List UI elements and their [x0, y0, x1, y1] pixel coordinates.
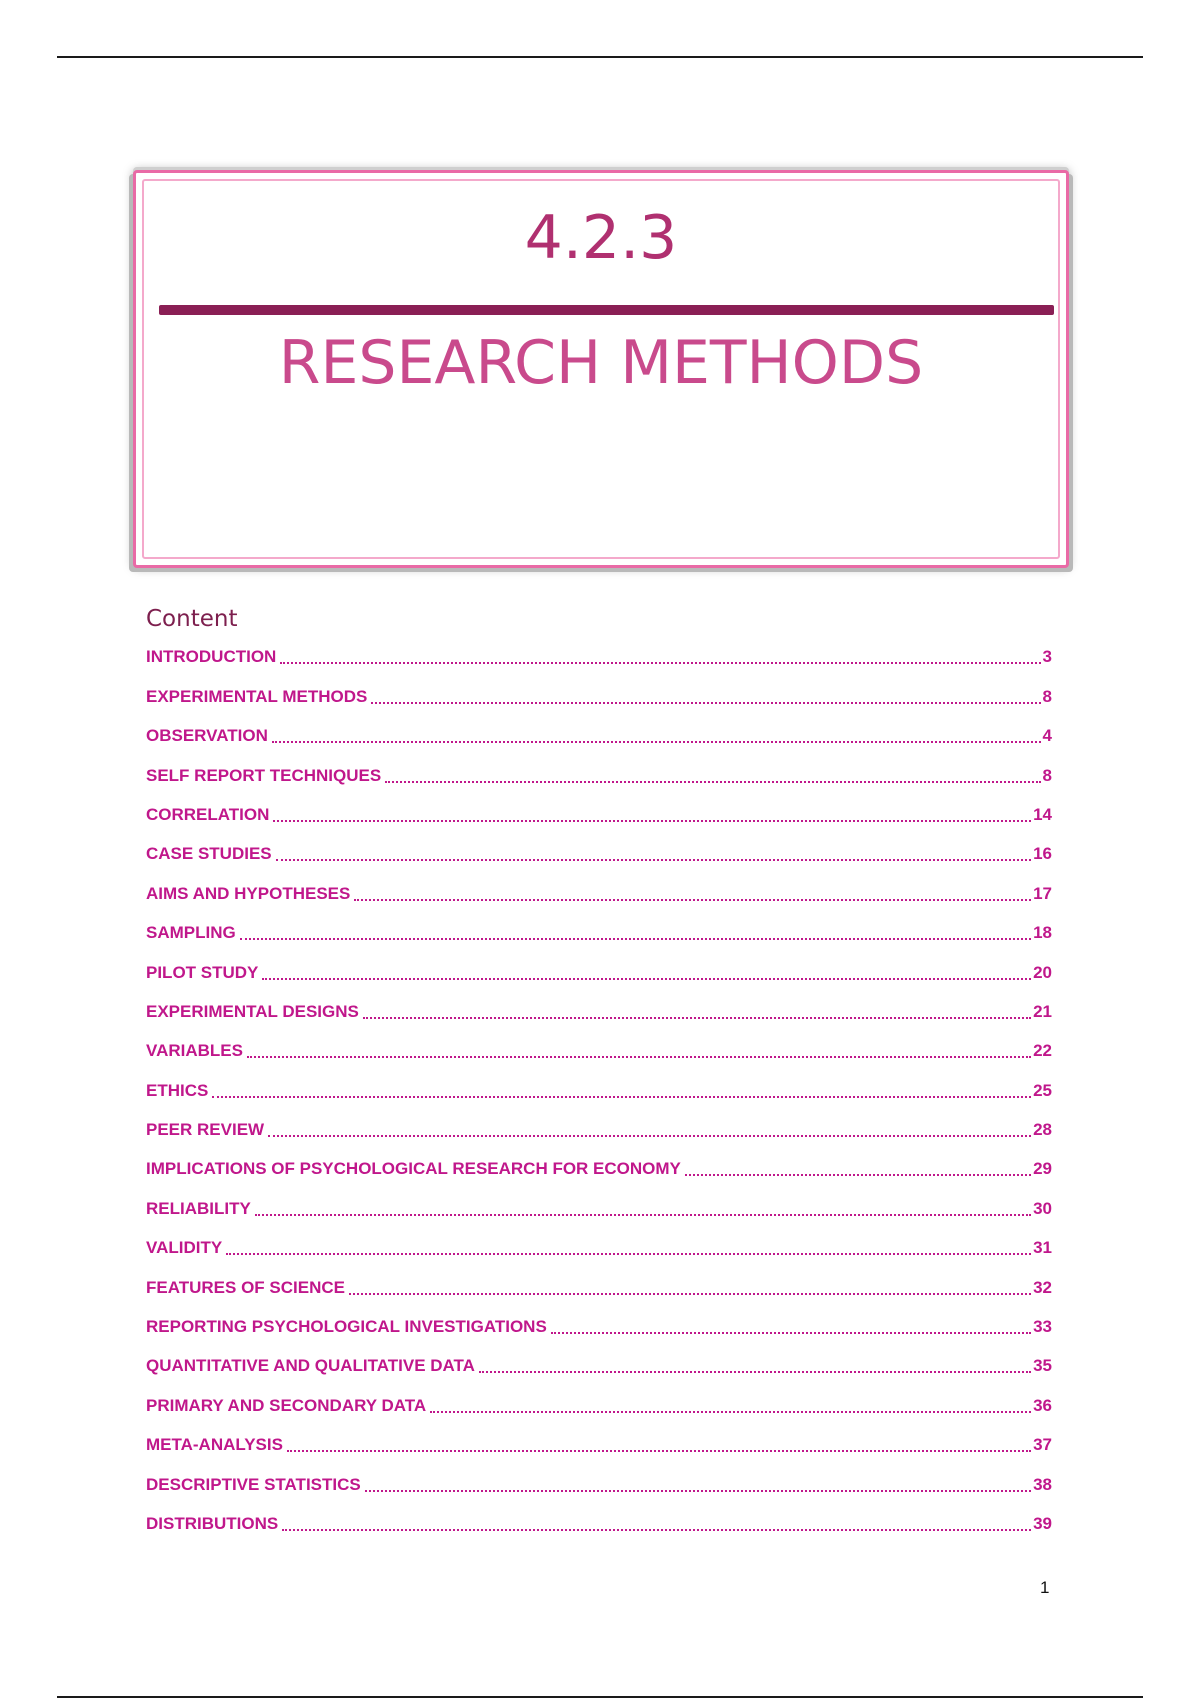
toc-entry[interactable] — [146, 1305, 1052, 1344]
toc-dot-leader — [385, 780, 1040, 783]
toc-dot-leader — [262, 977, 1031, 980]
toc-entry-page: 8 — [1042, 765, 1052, 785]
toc-dot-leader — [255, 1213, 1031, 1216]
toc-entry-title: VARIABLES — [146, 1041, 243, 1061]
toc-dot-leader — [349, 1292, 1031, 1295]
table-of-contents — [146, 635, 1052, 1541]
toc-entry-title: PEER REVIEW — [146, 1120, 265, 1140]
toc-dot-leader — [240, 937, 1031, 940]
toc-dot-leader — [551, 1331, 1031, 1334]
toc-entry-title: FEATURES OF SCIENCE — [146, 1277, 345, 1297]
toc-entry[interactable] — [146, 1502, 1052, 1541]
toc-entry-title: CORRELATION — [146, 804, 270, 824]
toc-entry[interactable] — [146, 990, 1052, 1029]
toc-entry[interactable] — [146, 1423, 1052, 1462]
toc-entry[interactable] — [146, 1186, 1052, 1225]
toc-dot-leader — [272, 740, 1041, 743]
toc-dot-leader — [430, 1410, 1031, 1413]
toc-dot-leader — [280, 661, 1040, 664]
toc-entry-title: EXPERIMENTAL DESIGNS — [146, 1001, 359, 1021]
toc-entry[interactable] — [146, 1147, 1052, 1186]
toc-entry[interactable] — [146, 1265, 1052, 1304]
toc-dot-leader — [273, 819, 1031, 822]
toc-entry-title: META-ANALYSIS — [146, 1435, 283, 1455]
toc-entry-page: 35 — [1033, 1356, 1052, 1376]
toc-entry-page: 17 — [1033, 883, 1052, 903]
toc-dot-leader — [276, 858, 1031, 861]
toc-entry-title: EXPERIMENTAL METHODS — [146, 686, 368, 706]
toc-entry-page: 21 — [1033, 1001, 1052, 1021]
toc-entry-title: OBSERVATION — [146, 726, 268, 746]
toc-entry-title: DESCRIPTIVE STATISTICS — [146, 1474, 361, 1494]
toc-entry-page: 3 — [1042, 647, 1052, 667]
toc-entry[interactable] — [146, 911, 1052, 950]
toc-entry-title: RELIABILITY — [146, 1198, 251, 1218]
toc-dot-leader — [365, 1489, 1031, 1492]
toc-entry-page: 39 — [1033, 1513, 1052, 1533]
toc-dot-leader — [247, 1055, 1031, 1058]
toc-entry-page: 37 — [1033, 1435, 1052, 1455]
toc-entry-page: 33 — [1033, 1317, 1052, 1337]
toc-entry[interactable] — [146, 714, 1052, 753]
toc-entry-page: 8 — [1042, 686, 1052, 706]
banner-divider — [159, 305, 1054, 315]
toc-entry-title: VALIDITY — [146, 1238, 223, 1258]
toc-entry-page: 29 — [1033, 1159, 1052, 1179]
toc-entry-page: 30 — [1033, 1198, 1052, 1218]
toc-entry[interactable] — [146, 1108, 1052, 1147]
toc-entry-title: ETHICS — [146, 1080, 209, 1100]
toc-entry-title: INTRODUCTION — [146, 647, 277, 667]
toc-dot-leader — [354, 898, 1031, 901]
toc-dot-leader — [226, 1252, 1031, 1255]
toc-entry-title: SAMPLING — [146, 923, 236, 943]
toc-entry-page: 14 — [1033, 804, 1052, 824]
toc-entry[interactable] — [146, 793, 1052, 832]
toc-entry-title: CASE STUDIES — [146, 844, 272, 864]
toc-entry-page: 18 — [1033, 923, 1052, 943]
toc-dot-leader — [287, 1449, 1031, 1452]
top-rule — [57, 56, 1143, 58]
toc-entry-page: 32 — [1033, 1277, 1052, 1297]
toc-entry-title: IMPLICATIONS OF PSYCHOLOGICAL RESEARCH FOR ECONOMY — [146, 1159, 681, 1179]
toc-entry-page: 31 — [1033, 1238, 1052, 1258]
toc-entry[interactable] — [146, 1029, 1052, 1068]
toc-entry[interactable] — [146, 753, 1052, 792]
toc-entry-page: 36 — [1033, 1395, 1052, 1415]
toc-entry[interactable] — [146, 1344, 1052, 1383]
toc-entry-title: SELF REPORT TECHNIQUES — [146, 765, 382, 785]
toc-entry[interactable] — [146, 1226, 1052, 1265]
toc-dot-leader — [212, 1095, 1031, 1098]
toc-entry[interactable] — [146, 1383, 1052, 1422]
toc-entry[interactable] — [146, 871, 1052, 910]
toc-entry[interactable] — [146, 1462, 1052, 1501]
document-title: RESEARCH METHODS — [278, 328, 924, 398]
toc-entry-title: PRIMARY AND SECONDARY DATA — [146, 1395, 427, 1415]
toc-dot-leader — [371, 701, 1040, 704]
page-number: 1 — [1040, 1578, 1050, 1597]
section-number: 4.2.3 — [524, 203, 678, 273]
toc-entry-page: 20 — [1033, 962, 1052, 982]
toc-entry-page: 16 — [1033, 844, 1052, 864]
toc-entry[interactable] — [146, 950, 1052, 989]
toc-entry[interactable] — [146, 832, 1052, 871]
toc-entry[interactable] — [146, 635, 1052, 674]
toc-entry-title: AIMS AND HYPOTHESES — [146, 883, 351, 903]
toc-entry-page: 38 — [1033, 1474, 1052, 1494]
toc-dot-leader — [282, 1528, 1031, 1531]
bottom-rule — [57, 1696, 1143, 1698]
toc-entry-title: REPORTING PSYCHOLOGICAL INVESTIGATIONS — [146, 1317, 547, 1337]
toc-dot-leader — [685, 1173, 1031, 1176]
toc-dot-leader — [268, 1134, 1031, 1137]
toc-entry-page: 22 — [1033, 1041, 1052, 1061]
toc-dot-leader — [363, 1016, 1031, 1019]
toc-entry[interactable] — [146, 1068, 1052, 1107]
toc-entry-title: PILOT STUDY — [146, 962, 259, 982]
toc-entry[interactable] — [146, 674, 1052, 713]
toc-dot-leader — [479, 1370, 1031, 1373]
toc-entry-page: 25 — [1033, 1080, 1052, 1100]
toc-entry-page: 28 — [1033, 1120, 1052, 1140]
toc-entry-title: QUANTITATIVE AND QUALITATIVE DATA — [146, 1356, 475, 1376]
toc-entry-page: 4 — [1042, 726, 1052, 746]
toc-heading: Content — [146, 606, 238, 632]
title-banner — [133, 170, 1069, 568]
toc-entry-title: DISTRIBUTIONS — [146, 1513, 279, 1533]
